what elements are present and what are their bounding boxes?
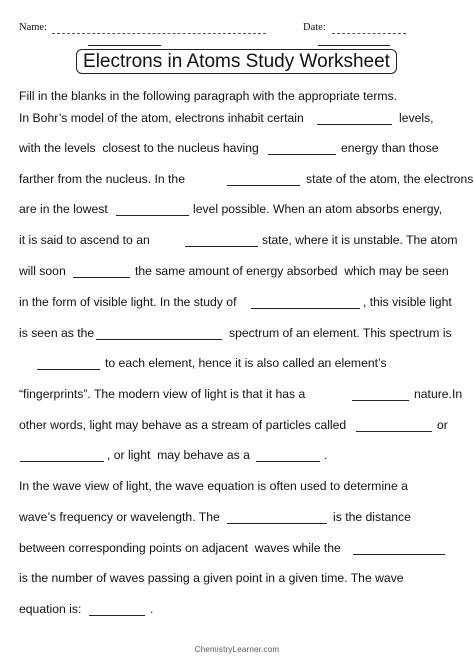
paragraph-line: level possible. When an atom absorbs energy, bbox=[193, 202, 443, 216]
paragraph-line: spectrum of an element. This spectrum is bbox=[229, 326, 452, 340]
blank-field[interactable] bbox=[37, 369, 100, 370]
instructions: Fill in the blanks in the following paragraph with the appropriate terms. bbox=[19, 89, 398, 103]
blank-field[interactable] bbox=[227, 523, 327, 524]
blank-field[interactable] bbox=[227, 185, 300, 186]
blank-field[interactable] bbox=[353, 554, 445, 555]
blank-field[interactable] bbox=[185, 246, 258, 247]
paragraph-punctuation: . bbox=[324, 448, 328, 462]
paragraph-line: state, where it is unstable. The atom bbox=[262, 233, 458, 247]
paragraph-line: equation is: bbox=[19, 602, 82, 616]
blank-field[interactable] bbox=[89, 615, 145, 616]
blank-field[interactable] bbox=[256, 461, 320, 462]
paragraph-line: energy than those bbox=[341, 141, 439, 155]
paragraph-punctuation: . bbox=[150, 602, 154, 616]
paragraph-line: are in the lowest bbox=[19, 202, 108, 216]
name-label: Name: bbox=[19, 22, 47, 33]
blank-field[interactable] bbox=[73, 277, 130, 278]
paragraph-line: is the number of waves passing a given point in a given time. The wave bbox=[19, 571, 404, 585]
paragraph-line: state of the atom, the electrons bbox=[306, 172, 474, 186]
paragraph-line: farther from the nucleus. In the bbox=[19, 172, 185, 186]
paragraph-line: to each element, hence it is also called an element’s bbox=[105, 356, 387, 370]
date-field[interactable] bbox=[332, 33, 406, 34]
footer-credit: ChemistryLearner.com bbox=[194, 645, 280, 654]
blank-field[interactable] bbox=[96, 339, 222, 340]
paragraph-line: “fingerprints”. The modern view of light is that it has a bbox=[19, 387, 306, 401]
blank-field[interactable] bbox=[356, 431, 432, 432]
paragraph-line: in the form of visible light. In the study of bbox=[19, 295, 237, 309]
paragraph-line: In Bohr’s model of the atom, electrons inhabit certain bbox=[19, 111, 304, 125]
title-decoration-line bbox=[318, 45, 390, 46]
paragraph-line: levels, bbox=[399, 111, 434, 125]
blank-field[interactable] bbox=[20, 461, 104, 462]
blank-field[interactable] bbox=[268, 154, 336, 155]
paragraph-line: nature.In bbox=[414, 387, 463, 401]
paragraph-line: In the wave view of light, the wave equation is often used to determine a bbox=[19, 479, 408, 493]
paragraph-line: is seen as the bbox=[19, 326, 95, 340]
paragraph-line: between corresponding points on adjacent waves while the bbox=[19, 541, 341, 555]
paragraph-line: wave’s frequency or wavelength. The bbox=[19, 510, 220, 524]
date-label: Date: bbox=[303, 22, 326, 33]
paragraph-line: with the levels closest to the nucleus having bbox=[19, 141, 259, 155]
blank-field[interactable] bbox=[317, 124, 392, 125]
name-field[interactable] bbox=[52, 33, 266, 34]
blank-field[interactable] bbox=[116, 215, 189, 216]
paragraph-line: it is said to ascend to an bbox=[19, 233, 150, 247]
blank-field[interactable] bbox=[251, 308, 360, 309]
paragraph-line: will soon bbox=[19, 264, 66, 278]
paragraph-line: , or light may behave as a bbox=[107, 448, 250, 462]
paragraph-line: other words, light may behave as a stream of particles called bbox=[19, 418, 347, 432]
paragraph-line: is the distance bbox=[333, 510, 411, 524]
paragraph-line: the same amount of energy absorbed which may be seen bbox=[135, 264, 449, 278]
paragraph-line: , this visible light bbox=[363, 295, 452, 309]
title-decoration-line bbox=[88, 45, 161, 46]
paragraph-line: or bbox=[437, 418, 448, 432]
page-title: Electrons in Atoms Study Worksheet bbox=[83, 51, 390, 72]
blank-field[interactable] bbox=[352, 400, 409, 401]
